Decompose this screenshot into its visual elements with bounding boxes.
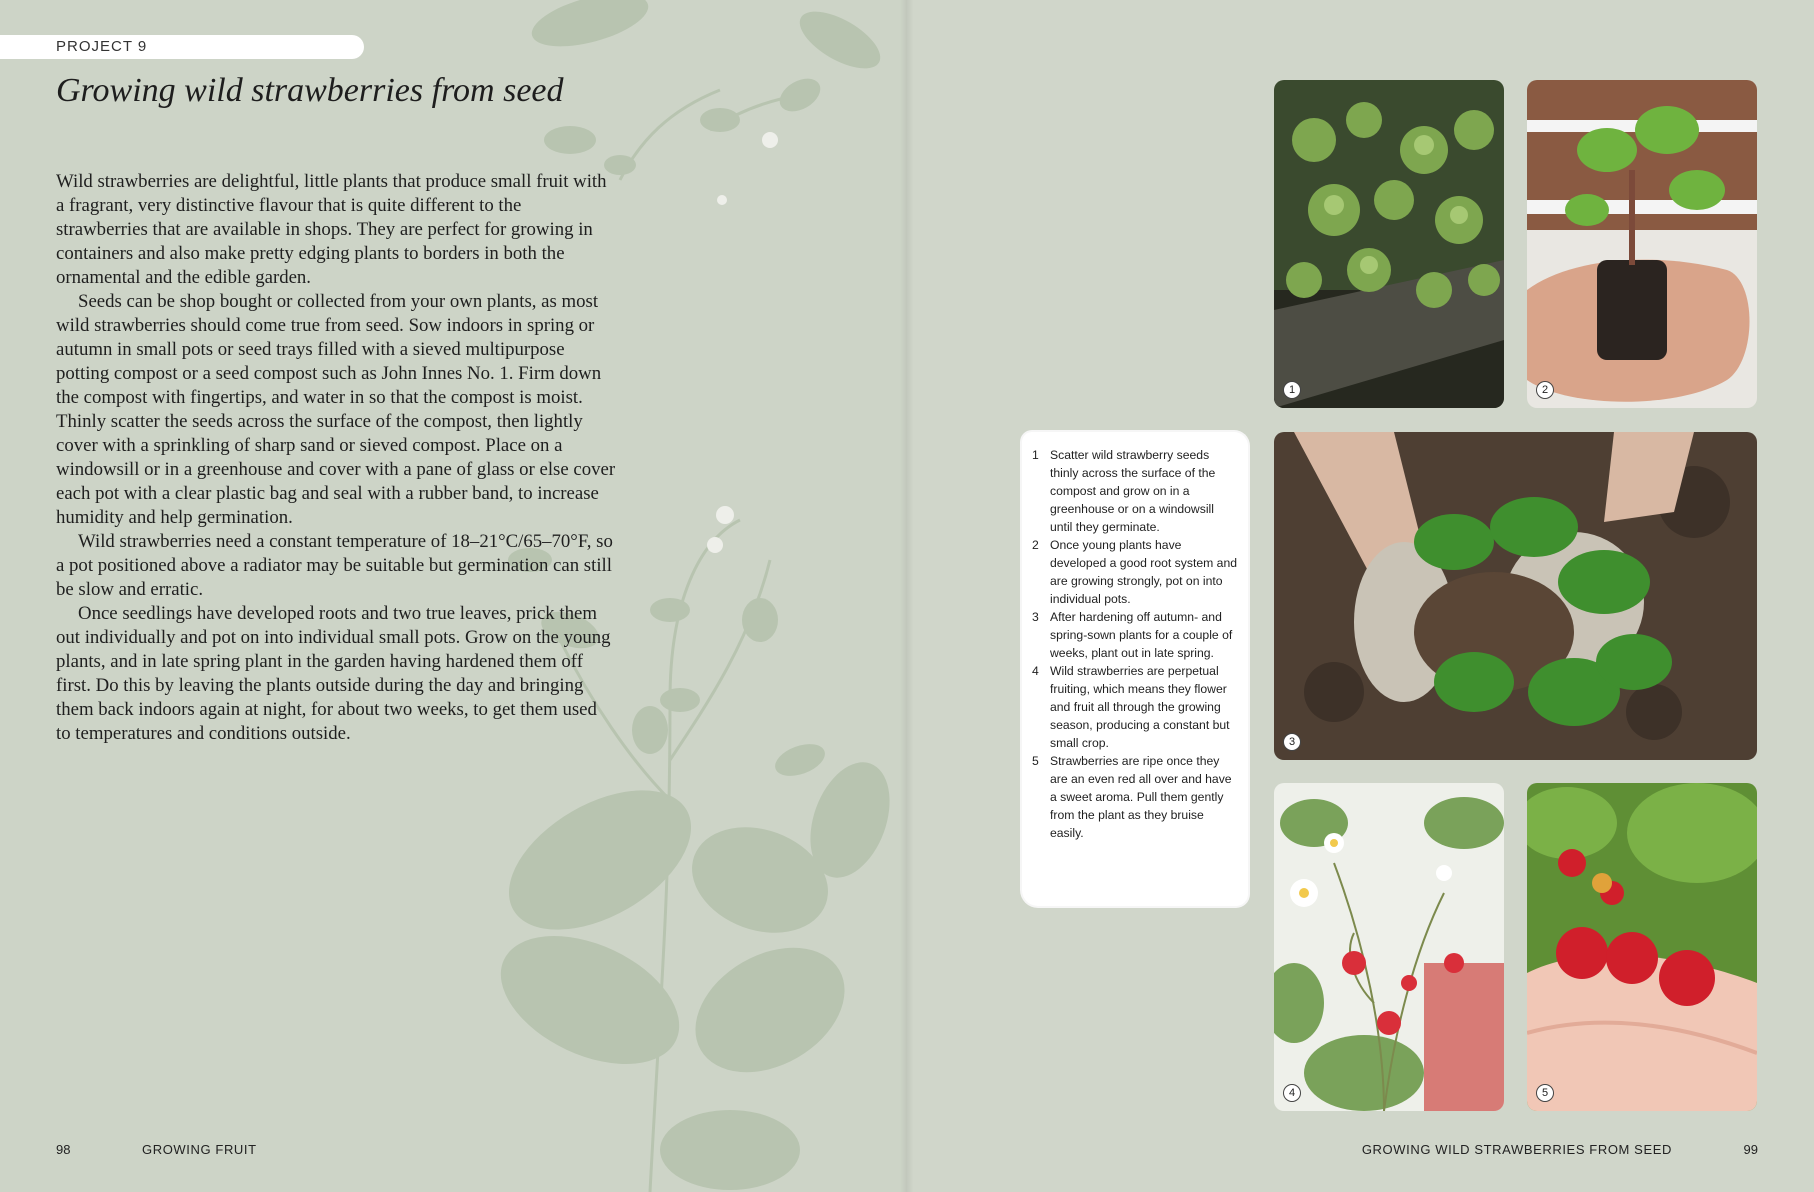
seedlings-in-tray-photo [1274, 80, 1504, 408]
left-page-number: 98 [56, 1142, 71, 1157]
step-text: Scatter wild strawberry seeds thinly across the surface of the compost and grow on in a greenhouse or on a windowsill until they germinate. [1050, 448, 1216, 534]
left-running-footer: GROWING FRUIT [142, 1142, 257, 1157]
step-number: 4 [1032, 664, 1039, 678]
step-number: 2 [1032, 538, 1039, 552]
photo-number-badge: 4 [1283, 1084, 1301, 1102]
step-item [1032, 662, 1238, 752]
step-item [1032, 446, 1238, 536]
body-paragraph: Once seedlings have developed roots and two true leaves, prick them out individually and pot on into individual small pots. Grow on the young plants, and in late spring plant in the garden having hardened them off first. Do this by leaving the plants outside during the day and bringing them back indoors again at night, for about two weeks, to get them used to temperatures and conditions outside. [56, 603, 611, 744]
photo-number-badge: 1 [1283, 381, 1301, 399]
step-text: Once young plants have developed a good root system and are growing strongly, pot on into individual pots. [1050, 538, 1238, 606]
step-number: 5 [1032, 754, 1039, 768]
body-text [56, 170, 616, 746]
step-item [1032, 752, 1238, 842]
project-label: PROJECT 9 [56, 38, 148, 55]
body-paragraph: Wild strawberries need a constant temperature of 18–21°C/65–70°F, so a pot positioned above a radiator may be suitable but germination can still be slow and erratic. [56, 531, 613, 600]
step-number: 3 [1032, 610, 1039, 624]
project-label-tab [0, 35, 364, 59]
step-item [1032, 536, 1238, 608]
right-page-number: 99 [1743, 1142, 1758, 1157]
planting-out-gloves-photo [1274, 432, 1757, 760]
body-paragraph: Wild strawberries are delightful, little plants that produce small fruit with a fragrant, very distinctive flavour that is quite different to the strawberries that are available in shops. They are perfect for growing in containers and also make pretty edging plants to borders in both the ornamental and the edible garden. [56, 171, 607, 288]
step-text: Wild strawberries are perpetual fruiting, which means they flower and fruit all through the growing season, producing a constant but small crop. [1050, 664, 1230, 750]
seedling-in-hand-photo [1527, 80, 1757, 408]
step-text: After hardening off autumn- and spring-sown plants for a couple of weeks, plant out in late spring. [1050, 610, 1233, 660]
step-text: Strawberries are ripe once they are an even red all over and have a sweet aroma. Pull them gently from the plant as they bruise easily. [1050, 754, 1232, 840]
photo-number-badge: 5 [1536, 1084, 1554, 1102]
step-item [1032, 608, 1238, 662]
page-title: Growing wild strawberries from seed [56, 72, 564, 109]
body-paragraph: Seeds can be shop bought or collected from your own plants, as most wild strawberries should come true from seed. Sow indoors in spring or autumn in small pots or seed trays filled with a sieved multipurpose potting compost or a seed compost such as John Innes No. 1. Firm down the compost with fingertips, and water in so that the compost is moist. Thinly scatter the seeds across the surface of the compost, then lightly cover with a sprinkling of sharp sand or sieved compost. Place on a windowsill or in a greenhouse and cover with a pane of glass or else cover each pot with a clear plastic bag and seal with a rubber band, to increase humidity and help germination. [56, 291, 616, 528]
right-running-footer: GROWING WILD STRAWBERRIES FROM SEED [1361, 1142, 1672, 1157]
steps-list [1022, 432, 1248, 842]
photo-number-badge: 2 [1536, 381, 1554, 399]
steps-caption-box [1022, 432, 1248, 906]
ripe-berries-in-hand-photo [1527, 783, 1757, 1111]
step-number: 1 [1032, 448, 1039, 462]
photo-number-badge: 3 [1283, 733, 1301, 751]
flowering-plant-photo [1274, 783, 1504, 1111]
